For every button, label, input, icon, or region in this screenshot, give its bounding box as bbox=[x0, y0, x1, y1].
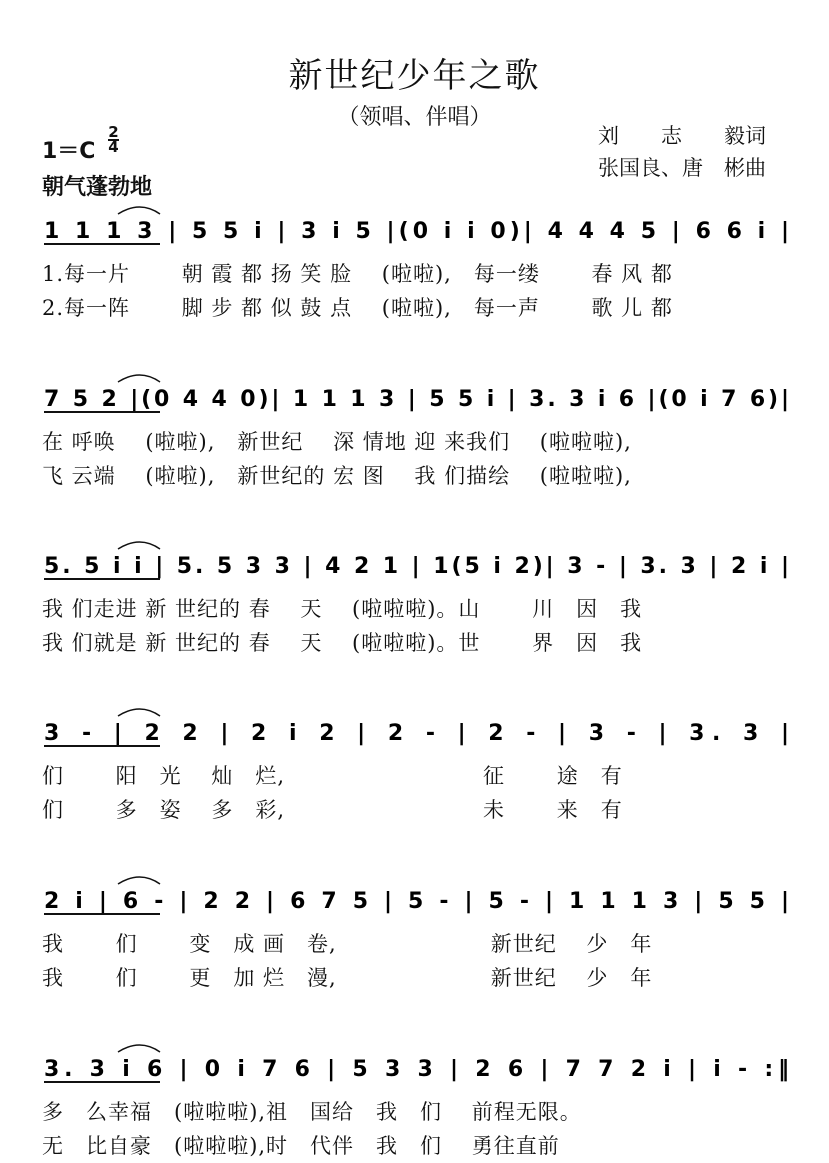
slur-arc bbox=[118, 1045, 160, 1052]
notation-row-2 bbox=[0, 368, 829, 428]
lyric-line-6-1: 多 么幸福 (啦啦啦),祖 国给 我 们 前程无限。 bbox=[42, 1100, 582, 1124]
notation-text-3: 5. 5 i i | 5. 5 3 3 | 4 2 1 | 1(5 i 2)| 3 - | 3. 3 | 2 i | bbox=[44, 554, 789, 579]
notation-text-4: 3 - | 2 2 | 2 i 2 | 2 - | 2 - | 3 - | 3. 3 | bbox=[44, 721, 789, 746]
time-signature bbox=[108, 123, 119, 156]
composer-credit: 张国良、唐 彬曲 bbox=[598, 156, 766, 180]
notation-row-4 bbox=[0, 702, 829, 762]
key-signature: 1＝C bbox=[42, 139, 96, 164]
slur-arc bbox=[118, 207, 160, 214]
lyric-line-3-2: 我 们就是 新 世纪的 春 天 (啦啦啦)。世 界 因 我 bbox=[42, 631, 643, 655]
lyric-line-3-1: 我 们走进 新 世纪的 春 天 (啦啦啦)。山 川 因 我 bbox=[42, 597, 643, 621]
song-title: 新世纪少年之歌 bbox=[288, 56, 541, 96]
time-signature-bottom: 4 bbox=[108, 138, 119, 156]
time-signature-top: 2 bbox=[108, 123, 119, 141]
lyric-line-4-1: 们 阳 光 灿 烂, 征 途 有 bbox=[42, 764, 623, 788]
notation-text-5: 2 i | 6 - | 2 2 | 6 7 5 | 5 - | 5 - | 1 1 1 3 | 5 5 | bbox=[44, 889, 790, 914]
lyricist-credit: 刘 志 毅词 bbox=[598, 124, 766, 148]
notation-text-2: 7 5 2 |(0 4 4 0)| 1 1 1 3 | 5 5 i | 3. 3 i 6 |(0 i 7 6)| bbox=[44, 387, 789, 412]
lyric-line-5-1: 我 们 变 成 画 卷, 新世纪 少 年 bbox=[42, 932, 653, 956]
notation-row-3 bbox=[0, 535, 829, 595]
notation-row-5 bbox=[0, 870, 829, 930]
lyric-line-1-1: 1.每一片 朝 霞 都 扬 笑 脸 (啦啦), 每一缕 春 风 都 bbox=[42, 262, 673, 286]
notation-row-6 bbox=[0, 1038, 829, 1098]
lyric-line-4-2: 们 多 姿 多 彩, 未 来 有 bbox=[42, 798, 623, 822]
lyric-line-2-2: 飞 云端 (啦啦), 新世纪的 宏 图 我 们描绘 (啦啦啦), bbox=[42, 464, 632, 488]
lyric-line-5-2: 我 们 更 加 烂 漫, 新世纪 少 年 bbox=[42, 966, 653, 990]
notation-text-1: 1 1 1 3 | 5 5 i | 3 i 5 |(0 i i 0)| 4 4 4 5 | 6 6 i | bbox=[44, 219, 790, 244]
slur-arc bbox=[118, 877, 160, 884]
song-subtitle: （领唱、伴唱） bbox=[337, 105, 492, 130]
lyric-line-1-2: 2.每一阵 脚 步 都 似 鼓 点 (啦啦), 每一声 歌 儿 都 bbox=[42, 296, 673, 320]
tempo-marking: 朝气蓬勃地 bbox=[42, 175, 153, 200]
lyric-line-6-2: 无 比自豪 (啦啦啦),时 代伴 我 们 勇往直前 bbox=[42, 1134, 560, 1158]
slur-arc bbox=[118, 542, 160, 549]
lyric-line-2-1: 在 呼唤 (啦啦), 新世纪 深 情地 迎 来我们 (啦啦啦), bbox=[42, 430, 632, 454]
notation-text-6: 3. 3 i 6 | 0 i 7 6 | 5 3 3 | 2 6 | 7 7 2 i | i - :‖ bbox=[44, 1057, 790, 1082]
slur-arc bbox=[118, 709, 160, 716]
slur-arc bbox=[118, 375, 160, 382]
notation-row-1 bbox=[0, 200, 829, 260]
